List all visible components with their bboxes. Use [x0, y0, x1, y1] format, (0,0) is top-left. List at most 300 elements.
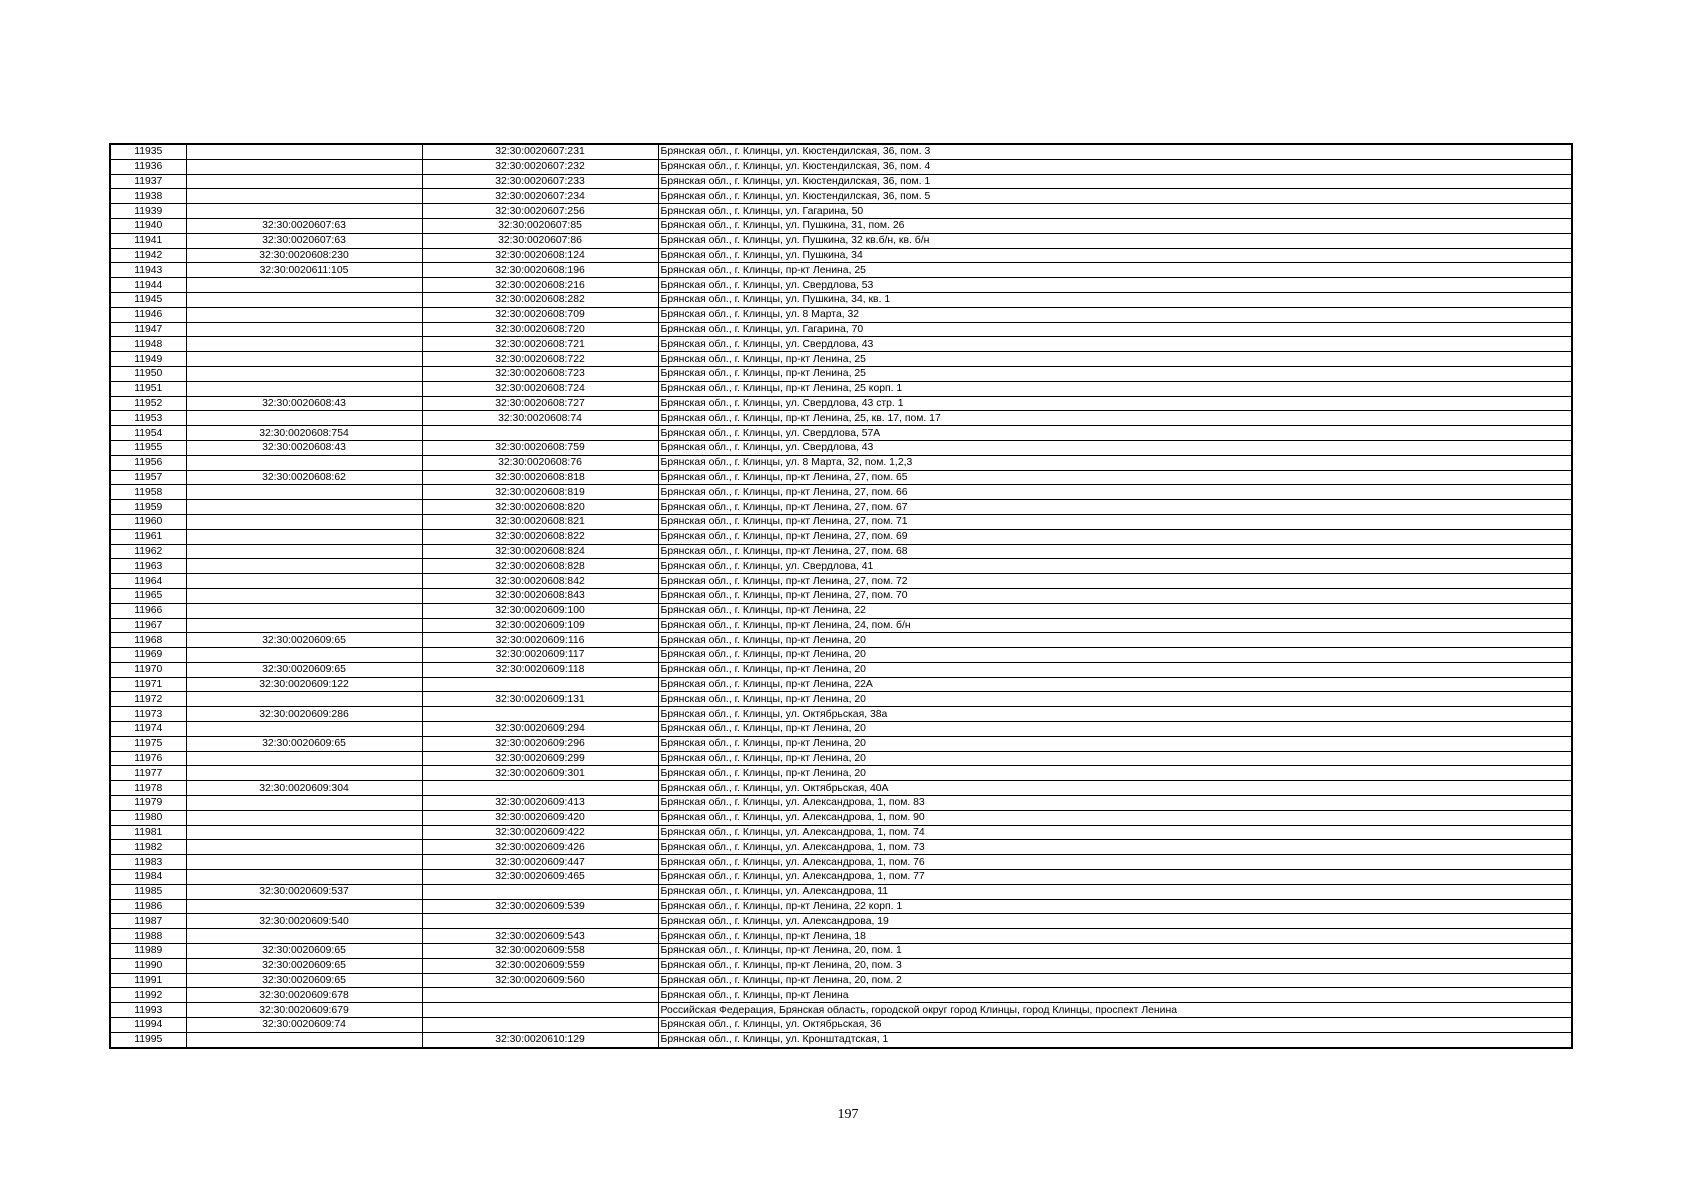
- row-number-cell: 11964: [110, 574, 186, 589]
- address-cell: Брянская обл., г. Клинцы, ул. Гагарина, 50: [658, 204, 1572, 219]
- parent-cadastral-cell: 32:30:0020608:754: [186, 426, 422, 441]
- address-cell: Брянская обл., г. Клинцы, ул. Александрова, 11: [658, 884, 1572, 899]
- table-row: [110, 322, 1572, 337]
- table-row: [110, 426, 1572, 441]
- address-cell: Брянская обл., г. Клинцы, ул. Пушкина, 34: [658, 248, 1572, 263]
- row-number-cell: 11979: [110, 796, 186, 811]
- address-cell: Брянская обл., г. Клинцы, пр-кт Ленина, 27, пом. 68: [658, 544, 1572, 559]
- address-cell: Брянская обл., г. Клинцы, ул. 8 Марта, 32: [658, 307, 1572, 322]
- row-number-cell: 11978: [110, 781, 186, 796]
- address-cell: Брянская обл., г. Клинцы, пр-кт Ленина, 27, пом. 72: [658, 574, 1572, 589]
- table-row: [110, 529, 1572, 544]
- table-row: [110, 574, 1572, 589]
- parent-cadastral-cell: [186, 544, 422, 559]
- table-row: [110, 204, 1572, 219]
- address-cell: Брянская обл., г. Клинцы, пр-кт Ленина, 27, пом. 70: [658, 588, 1572, 603]
- cadastral-number-cell: 32:30:0020608:727: [422, 396, 658, 411]
- table-row: [110, 159, 1572, 174]
- parent-cadastral-cell: [186, 751, 422, 766]
- table-row: [110, 381, 1572, 396]
- address-cell: Брянская обл., г. Клинцы, ул. Кюстендилская, 36, пом. 4: [658, 159, 1572, 174]
- parent-cadastral-cell: 32:30:0020609:678: [186, 988, 422, 1003]
- row-number-cell: 11994: [110, 1018, 186, 1033]
- row-number-cell: 11935: [110, 144, 186, 159]
- parent-cadastral-cell: 32:30:0020609:65: [186, 973, 422, 988]
- parent-cadastral-cell: [186, 411, 422, 426]
- cadastral-number-cell: 32:30:0020609:299: [422, 751, 658, 766]
- cadastral-number-cell: 32:30:0020609:117: [422, 648, 658, 663]
- table-row: [110, 544, 1572, 559]
- row-number-cell: 11944: [110, 278, 186, 293]
- address-cell: Брянская обл., г. Клинцы, ул. Свердлова, 43 стр. 1: [658, 396, 1572, 411]
- address-cell: Брянская обл., г. Клинцы, ул. Александрова, 1, пом. 76: [658, 855, 1572, 870]
- table-row: [110, 278, 1572, 293]
- row-number-cell: 11982: [110, 840, 186, 855]
- cadastral-number-cell: 32:30:0020609:294: [422, 722, 658, 737]
- table-row: [110, 1003, 1572, 1018]
- row-number-cell: 11962: [110, 544, 186, 559]
- address-cell: Брянская обл., г. Клинцы, пр-кт Ленина, 24, пом. б/н: [658, 618, 1572, 633]
- cadastral-number-cell: 32:30:0020609:465: [422, 870, 658, 885]
- row-number-cell: 11959: [110, 500, 186, 515]
- row-number-cell: 11954: [110, 426, 186, 441]
- address-cell: Брянская обл., г. Клинцы, пр-кт Ленина, 20, пом. 1: [658, 944, 1572, 959]
- table-row: [110, 736, 1572, 751]
- table-row: [110, 796, 1572, 811]
- cadastral-number-cell: 32:30:0020608:822: [422, 529, 658, 544]
- cadastral-number-cell: 32:30:0020609:100: [422, 603, 658, 618]
- cadastral-number-cell: 32:30:0020609:420: [422, 810, 658, 825]
- table-row: [110, 218, 1572, 233]
- address-cell: Брянская обл., г. Клинцы, пр-кт Ленина, 20: [658, 736, 1572, 751]
- cadastral-number-cell: 32:30:0020607:256: [422, 204, 658, 219]
- address-cell: Брянская обл., г. Клинцы, пр-кт Ленина, 25: [658, 352, 1572, 367]
- cadastral-number-cell: 32:30:0020609:422: [422, 825, 658, 840]
- cadastral-number-cell: 32:30:0020608:722: [422, 352, 658, 367]
- table-row: [110, 722, 1572, 737]
- table-row: [110, 662, 1572, 677]
- cadastral-number-cell: 32:30:0020609:543: [422, 929, 658, 944]
- cadastral-number-cell: 32:30:0020607:85: [422, 218, 658, 233]
- table-row: [110, 973, 1572, 988]
- address-cell: Брянская обл., г. Клинцы, пр-кт Ленина, 20: [658, 722, 1572, 737]
- parent-cadastral-cell: [186, 929, 422, 944]
- cadastral-number-cell: 32:30:0020608:818: [422, 470, 658, 485]
- address-cell: Брянская обл., г. Клинцы, пр-кт Ленина: [658, 988, 1572, 1003]
- row-number-cell: 11977: [110, 766, 186, 781]
- table-row: [110, 189, 1572, 204]
- table-row: [110, 337, 1572, 352]
- address-cell: Российская Федерация, Брянская область, городской округ город Клинцы, город Клинцы, проспект Ленина: [658, 1003, 1572, 1018]
- cadastral-number-cell: 32:30:0020609:558: [422, 944, 658, 959]
- row-number-cell: 11956: [110, 455, 186, 470]
- parent-cadastral-cell: 32:30:0020608:43: [186, 440, 422, 455]
- address-cell: Брянская обл., г. Клинцы, пр-кт Ленина, 20: [658, 766, 1572, 781]
- table-row: [110, 174, 1572, 189]
- parent-cadastral-cell: 32:30:0020608:62: [186, 470, 422, 485]
- row-number-cell: 11983: [110, 855, 186, 870]
- table-row: [110, 588, 1572, 603]
- parent-cadastral-cell: 32:30:0020607:63: [186, 233, 422, 248]
- cadastral-number-cell: 32:30:0020609:447: [422, 855, 658, 870]
- parent-cadastral-cell: 32:30:0020609:65: [186, 662, 422, 677]
- parent-cadastral-cell: [186, 559, 422, 574]
- cadastral-number-cell: [422, 884, 658, 899]
- parent-cadastral-cell: [186, 514, 422, 529]
- cadastral-number-cell: 32:30:0020609:296: [422, 736, 658, 751]
- address-cell: Брянская обл., г. Клинцы, ул. Кюстендилская, 36, пом. 1: [658, 174, 1572, 189]
- table-row: [110, 248, 1572, 263]
- table-row: [110, 914, 1572, 929]
- parent-cadastral-cell: [186, 574, 422, 589]
- cadastral-number-cell: 32:30:0020608:824: [422, 544, 658, 559]
- row-number-cell: 11957: [110, 470, 186, 485]
- row-number-cell: 11963: [110, 559, 186, 574]
- address-cell: Брянская обл., г. Клинцы, пр-кт Ленина, 27, пом. 71: [658, 514, 1572, 529]
- table-row: [110, 1032, 1572, 1047]
- cadastral-number-cell: 32:30:0020608:74: [422, 411, 658, 426]
- parent-cadastral-cell: [186, 278, 422, 293]
- records-table: [109, 143, 1573, 1049]
- table-row: [110, 944, 1572, 959]
- row-number-cell: 11984: [110, 870, 186, 885]
- parent-cadastral-cell: [186, 618, 422, 633]
- address-cell: Брянская обл., г. Клинцы, ул. Октябрьская, 38а: [658, 707, 1572, 722]
- parent-cadastral-cell: 32:30:0020609:537: [186, 884, 422, 899]
- table-row: [110, 884, 1572, 899]
- address-cell: Брянская обл., г. Клинцы, пр-кт Ленина, 22: [658, 603, 1572, 618]
- parent-cadastral-cell: 32:30:0020608:43: [186, 396, 422, 411]
- parent-cadastral-cell: 32:30:0020609:304: [186, 781, 422, 796]
- parent-cadastral-cell: [186, 204, 422, 219]
- row-number-cell: 11950: [110, 366, 186, 381]
- row-number-cell: 11951: [110, 381, 186, 396]
- table-row: [110, 366, 1572, 381]
- row-number-cell: 11958: [110, 485, 186, 500]
- table-row: [110, 899, 1572, 914]
- cadastral-number-cell: 32:30:0020608:282: [422, 292, 658, 307]
- cadastral-number-cell: 32:30:0020608:216: [422, 278, 658, 293]
- row-number-cell: 11949: [110, 352, 186, 367]
- address-cell: Брянская обл., г. Клинцы, ул. Свердлова, 43: [658, 337, 1572, 352]
- address-cell: Брянская обл., г. Клинцы, пр-кт Ленина, 20: [658, 633, 1572, 648]
- table-row: [110, 707, 1572, 722]
- table-row: [110, 470, 1572, 485]
- address-cell: Брянская обл., г. Клинцы, ул. Кронштадтская, 1: [658, 1032, 1572, 1047]
- row-number-cell: 11946: [110, 307, 186, 322]
- table-row: [110, 559, 1572, 574]
- address-cell: Брянская обл., г. Клинцы, ул. Октябрьская, 40А: [658, 781, 1572, 796]
- parent-cadastral-cell: [186, 352, 422, 367]
- row-number-cell: 11948: [110, 337, 186, 352]
- cadastral-number-cell: [422, 707, 658, 722]
- cadastral-number-cell: 32:30:0020608:76: [422, 455, 658, 470]
- row-number-cell: 11937: [110, 174, 186, 189]
- parent-cadastral-cell: [186, 144, 422, 159]
- table-row: [110, 603, 1572, 618]
- table-row: [110, 781, 1572, 796]
- row-number-cell: 11972: [110, 692, 186, 707]
- row-number-cell: 11993: [110, 1003, 186, 1018]
- address-cell: Брянская обл., г. Клинцы, пр-кт Ленина, 27, пом. 69: [658, 529, 1572, 544]
- address-cell: Брянская обл., г. Клинцы, ул. Свердлова, 43: [658, 440, 1572, 455]
- row-number-cell: 11945: [110, 292, 186, 307]
- table-row: [110, 352, 1572, 367]
- row-number-cell: 11947: [110, 322, 186, 337]
- cadastral-number-cell: [422, 1003, 658, 1018]
- parent-cadastral-cell: [186, 825, 422, 840]
- address-cell: Брянская обл., г. Клинцы, ул. Свердлова, 41: [658, 559, 1572, 574]
- address-cell: Брянская обл., г. Клинцы, ул. Пушкина, 34, кв. 1: [658, 292, 1572, 307]
- row-number-cell: 11938: [110, 189, 186, 204]
- row-number-cell: 11991: [110, 973, 186, 988]
- row-number-cell: 11987: [110, 914, 186, 929]
- cadastral-number-cell: [422, 1018, 658, 1033]
- address-cell: Брянская обл., г. Клинцы, ул. Октябрьская, 36: [658, 1018, 1572, 1033]
- parent-cadastral-cell: [186, 899, 422, 914]
- table-row: [110, 1018, 1572, 1033]
- parent-cadastral-cell: 32:30:0020609:65: [186, 736, 422, 751]
- address-cell: Брянская обл., г. Клинцы, пр-кт Ленина, 25: [658, 263, 1572, 278]
- table-row: [110, 144, 1572, 159]
- table-row: [110, 307, 1572, 322]
- page-number: 197: [837, 1107, 859, 1122]
- table-row: [110, 855, 1572, 870]
- cadastral-number-cell: [422, 781, 658, 796]
- row-number-cell: 11970: [110, 662, 186, 677]
- address-cell: Брянская обл., г. Клинцы, пр-кт Ленина, 27, пом. 66: [658, 485, 1572, 500]
- parent-cadastral-cell: [186, 529, 422, 544]
- address-cell: Брянская обл., г. Клинцы, ул. Александрова, 1, пом. 77: [658, 870, 1572, 885]
- parent-cadastral-cell: [186, 855, 422, 870]
- cadastral-number-cell: 32:30:0020608:124: [422, 248, 658, 263]
- cadastral-number-cell: 32:30:0020608:759: [422, 440, 658, 455]
- address-cell: Брянская обл., г. Клинцы, пр-кт Ленина, 20: [658, 692, 1572, 707]
- table-row: [110, 929, 1572, 944]
- cadastral-number-cell: 32:30:0020608:724: [422, 381, 658, 396]
- address-cell: Брянская обл., г. Клинцы, пр-кт Ленина, 25 корп. 1: [658, 381, 1572, 396]
- cadastral-number-cell: [422, 426, 658, 441]
- cadastral-number-cell: 32:30:0020609:426: [422, 840, 658, 855]
- parent-cadastral-cell: [186, 1032, 422, 1047]
- table-row: [110, 455, 1572, 470]
- table-row: [110, 870, 1572, 885]
- parent-cadastral-cell: [186, 588, 422, 603]
- row-number-cell: 11980: [110, 810, 186, 825]
- address-cell: Брянская обл., г. Клинцы, ул. Кюстендилская, 36, пом. 5: [658, 189, 1572, 204]
- row-number-cell: 11981: [110, 825, 186, 840]
- cadastral-number-cell: [422, 677, 658, 692]
- cadastral-number-cell: 32:30:0020609:301: [422, 766, 658, 781]
- cadastral-number-cell: 32:30:0020608:820: [422, 500, 658, 515]
- parent-cadastral-cell: 32:30:0020609:122: [186, 677, 422, 692]
- row-number-cell: 11961: [110, 529, 186, 544]
- parent-cadastral-cell: [186, 485, 422, 500]
- parent-cadastral-cell: [186, 366, 422, 381]
- row-number-cell: 11995: [110, 1032, 186, 1047]
- row-number-cell: 11975: [110, 736, 186, 751]
- address-cell: Брянская обл., г. Клинцы, пр-кт Ленина, 20, пом. 2: [658, 973, 1572, 988]
- cadastral-number-cell: 32:30:0020609:109: [422, 618, 658, 633]
- address-cell: Брянская обл., г. Клинцы, пр-кт Ленина, 25: [658, 366, 1572, 381]
- cadastral-number-cell: 32:30:0020610:129: [422, 1032, 658, 1047]
- address-cell: Брянская обл., г. Клинцы, пр-кт Ленина, 27, пом. 67: [658, 500, 1572, 515]
- parent-cadastral-cell: [186, 381, 422, 396]
- row-number-cell: 11985: [110, 884, 186, 899]
- parent-cadastral-cell: 32:30:0020609:74: [186, 1018, 422, 1033]
- cadastral-number-cell: 32:30:0020608:723: [422, 366, 658, 381]
- row-number-cell: 11974: [110, 722, 186, 737]
- cadastral-number-cell: 32:30:0020609:118: [422, 662, 658, 677]
- table-row: [110, 500, 1572, 515]
- table-row: [110, 648, 1572, 663]
- parent-cadastral-cell: [186, 870, 422, 885]
- cadastral-number-cell: 32:30:0020607:233: [422, 174, 658, 189]
- row-number-cell: 11941: [110, 233, 186, 248]
- table-row: [110, 633, 1572, 648]
- address-cell: Брянская обл., г. Клинцы, ул. Александрова, 1, пом. 73: [658, 840, 1572, 855]
- row-number-cell: 11968: [110, 633, 186, 648]
- row-number-cell: 11960: [110, 514, 186, 529]
- row-number-cell: 11953: [110, 411, 186, 426]
- cadastral-number-cell: 32:30:0020607:231: [422, 144, 658, 159]
- address-cell: Брянская обл., г. Клинцы, ул. Александрова, 1, пом. 90: [658, 810, 1572, 825]
- table-row: [110, 485, 1572, 500]
- parent-cadastral-cell: 32:30:0020609:540: [186, 914, 422, 929]
- address-cell: Брянская обл., г. Клинцы, ул. Александрова, 1, пом. 74: [658, 825, 1572, 840]
- row-number-cell: 11973: [110, 707, 186, 722]
- parent-cadastral-cell: [186, 692, 422, 707]
- cadastral-number-cell: 32:30:0020608:842: [422, 574, 658, 589]
- parent-cadastral-cell: [186, 766, 422, 781]
- address-cell: Брянская обл., г. Клинцы, ул. Свердлова, 53: [658, 278, 1572, 293]
- address-cell: Брянская обл., г. Клинцы, пр-кт Ленина, 25, кв. 17, пом. 17: [658, 411, 1572, 426]
- address-cell: Брянская обл., г. Клинцы, пр-кт Ленина, 20, пом. 3: [658, 958, 1572, 973]
- address-cell: Брянская обл., г. Клинцы, пр-кт Ленина, 20: [658, 648, 1572, 663]
- cadastral-number-cell: [422, 914, 658, 929]
- address-cell: Брянская обл., г. Клинцы, ул. Свердлова, 57А: [658, 426, 1572, 441]
- row-number-cell: 11967: [110, 618, 186, 633]
- parent-cadastral-cell: 32:30:0020609:286: [186, 707, 422, 722]
- row-number-cell: 11988: [110, 929, 186, 944]
- cadastral-number-cell: 32:30:0020609:539: [422, 899, 658, 914]
- table-row: [110, 618, 1572, 633]
- cadastral-number-cell: 32:30:0020609:131: [422, 692, 658, 707]
- cadastral-number-cell: 32:30:0020608:819: [422, 485, 658, 500]
- table-row: [110, 233, 1572, 248]
- table-row: [110, 840, 1572, 855]
- parent-cadastral-cell: [186, 174, 422, 189]
- table-row: [110, 411, 1572, 426]
- table-row: [110, 677, 1572, 692]
- row-number-cell: 11942: [110, 248, 186, 263]
- parent-cadastral-cell: [186, 648, 422, 663]
- table-row: [110, 810, 1572, 825]
- row-number-cell: 11955: [110, 440, 186, 455]
- address-cell: Брянская обл., г. Клинцы, пр-кт Ленина, 20: [658, 751, 1572, 766]
- row-number-cell: 11965: [110, 588, 186, 603]
- cadastral-number-cell: 32:30:0020607:234: [422, 189, 658, 204]
- cadastral-number-cell: 32:30:0020608:821: [422, 514, 658, 529]
- row-number-cell: 11990: [110, 958, 186, 973]
- parent-cadastral-cell: [186, 337, 422, 352]
- parent-cadastral-cell: [186, 722, 422, 737]
- cadastral-number-cell: 32:30:0020609:413: [422, 796, 658, 811]
- row-number-cell: 11966: [110, 603, 186, 618]
- cadastral-number-cell: 32:30:0020608:843: [422, 588, 658, 603]
- parent-cadastral-cell: 32:30:0020609:65: [186, 944, 422, 959]
- parent-cadastral-cell: [186, 292, 422, 307]
- address-cell: Брянская обл., г. Клинцы, пр-кт Ленина, 18: [658, 929, 1572, 944]
- cadastral-number-cell: 32:30:0020607:232: [422, 159, 658, 174]
- row-number-cell: 11969: [110, 648, 186, 663]
- table-row: [110, 263, 1572, 278]
- cadastral-number-cell: 32:30:0020608:709: [422, 307, 658, 322]
- address-cell: Брянская обл., г. Клинцы, ул. Пушкина, 32 кв.б/н, кв. б/н: [658, 233, 1572, 248]
- cadastral-number-cell: 32:30:0020609:559: [422, 958, 658, 973]
- address-cell: Брянская обл., г. Клинцы, ул. Пушкина, 31, пом. 26: [658, 218, 1572, 233]
- row-number-cell: 11992: [110, 988, 186, 1003]
- address-cell: Брянская обл., г. Клинцы, ул. Александрова, 1, пом. 83: [658, 796, 1572, 811]
- records-table-body: [110, 144, 1572, 1048]
- address-cell: Брянская обл., г. Клинцы, пр-кт Ленина, 22 корп. 1: [658, 899, 1572, 914]
- cadastral-number-cell: 32:30:0020608:721: [422, 337, 658, 352]
- table-row: [110, 988, 1572, 1003]
- cadastral-number-cell: 32:30:0020609:560: [422, 973, 658, 988]
- address-cell: Брянская обл., г. Клинцы, ул. Кюстендилская, 36, пом. 3: [658, 144, 1572, 159]
- row-number-cell: 11989: [110, 944, 186, 959]
- address-cell: Брянская обл., г. Клинцы, пр-кт Ленина, 20: [658, 662, 1572, 677]
- table-row: [110, 751, 1572, 766]
- parent-cadastral-cell: [186, 603, 422, 618]
- row-number-cell: 11971: [110, 677, 186, 692]
- parent-cadastral-cell: 32:30:0020611:105: [186, 263, 422, 278]
- parent-cadastral-cell: 32:30:0020609:65: [186, 633, 422, 648]
- parent-cadastral-cell: [186, 455, 422, 470]
- parent-cadastral-cell: [186, 159, 422, 174]
- parent-cadastral-cell: [186, 189, 422, 204]
- parent-cadastral-cell: [186, 500, 422, 515]
- address-cell: Брянская обл., г. Клинцы, ул. 8 Марта, 32, пом. 1,2,3: [658, 455, 1572, 470]
- parent-cadastral-cell: [186, 810, 422, 825]
- table-row: [110, 292, 1572, 307]
- parent-cadastral-cell: [186, 307, 422, 322]
- parent-cadastral-cell: [186, 796, 422, 811]
- parent-cadastral-cell: 32:30:0020607:63: [186, 218, 422, 233]
- cadastral-number-cell: 32:30:0020608:828: [422, 559, 658, 574]
- row-number-cell: 11976: [110, 751, 186, 766]
- table-row: [110, 514, 1572, 529]
- parent-cadastral-cell: [186, 322, 422, 337]
- address-cell: Брянская обл., г. Клинцы, ул. Гагарина, 70: [658, 322, 1572, 337]
- table-row: [110, 396, 1572, 411]
- row-number-cell: 11952: [110, 396, 186, 411]
- table-row: [110, 440, 1572, 455]
- cadastral-number-cell: 32:30:0020607:86: [422, 233, 658, 248]
- cadastral-number-cell: 32:30:0020609:116: [422, 633, 658, 648]
- table-row: [110, 766, 1572, 781]
- table-row: [110, 958, 1572, 973]
- address-cell: Брянская обл., г. Клинцы, пр-кт Ленина, 22А: [658, 677, 1572, 692]
- cadastral-number-cell: 32:30:0020608:196: [422, 263, 658, 278]
- table-row: [110, 692, 1572, 707]
- parent-cadastral-cell: 32:30:0020608:230: [186, 248, 422, 263]
- cadastral-number-cell: 32:30:0020608:720: [422, 322, 658, 337]
- cadastral-number-cell: [422, 988, 658, 1003]
- parent-cadastral-cell: 32:30:0020609:65: [186, 958, 422, 973]
- row-number-cell: 11940: [110, 218, 186, 233]
- row-number-cell: 11939: [110, 204, 186, 219]
